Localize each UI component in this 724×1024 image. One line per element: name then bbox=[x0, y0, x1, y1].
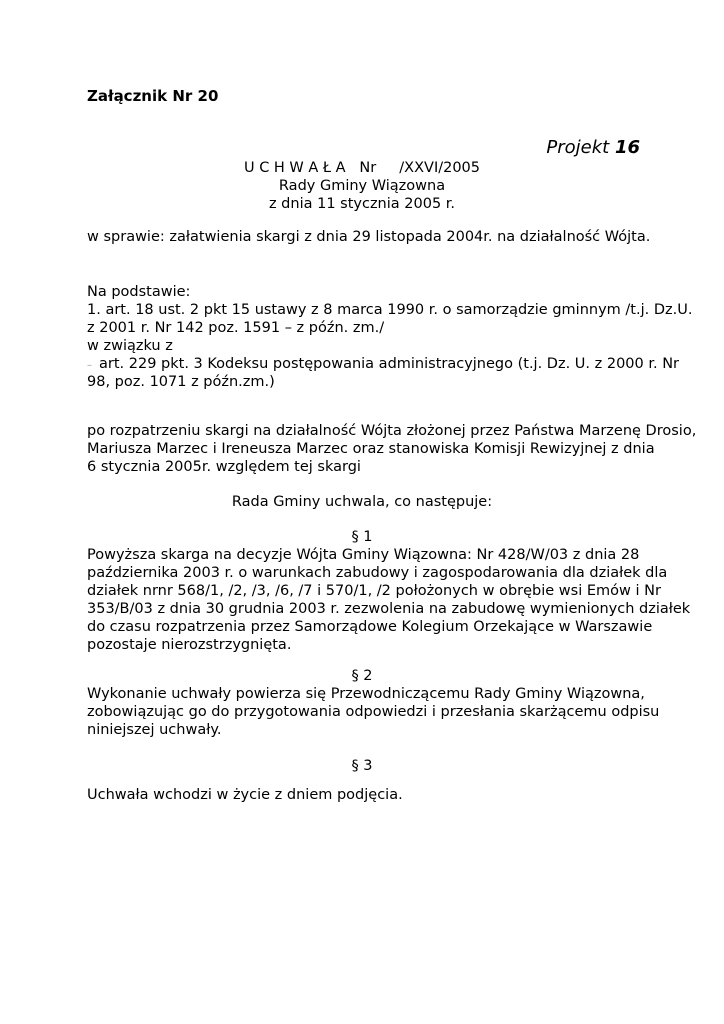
basis-intro: Na podstawie: bbox=[87, 284, 191, 300]
section-1-line-4: 353/B/03 z dnia 30 grudnia 2003 r. zezwolenia na zabudowę wymienionych działek bbox=[87, 601, 691, 617]
basis-item-1-line-1: 1. art. 18 ust. 2 pkt 15 ustawy z 8 marca 1990 r. o samorządzie gminnym /t.j. Dz.U. bbox=[87, 302, 693, 318]
legal-basis bbox=[87, 283, 693, 391]
section-2-heading bbox=[0, 667, 724, 685]
basis-item-2-text: art. 229 pkt. 3 Kodeksu postępowania administracyjnego (t.j. Dz. U. z 2000 r. Nr bbox=[99, 356, 680, 372]
resolves-line bbox=[0, 493, 724, 511]
resolution-title bbox=[0, 159, 724, 213]
consideration-line-3: 6 stycznia 2005r. względem tej skargi bbox=[87, 459, 361, 475]
consideration-line-2: Mariusza Marzec i Ireneusza Marzec oraz stanowiska Komisji Rewizyjnej z dnia bbox=[87, 441, 655, 457]
projekt-word: Projekt bbox=[546, 137, 610, 158]
projekt-label bbox=[546, 137, 640, 158]
resolves-text: Rada Gminy uchwala, co następuje: bbox=[231, 494, 493, 510]
projekt-number: 16 bbox=[614, 137, 640, 158]
section-3-line-1: Uchwała wchodzi w życie z dniem podjęcia. bbox=[87, 787, 403, 803]
section-3-heading-text: § 3 bbox=[351, 758, 373, 774]
attachment-label: Załącznik Nr 20 bbox=[87, 87, 219, 105]
section-1-heading-text: § 1 bbox=[351, 529, 373, 545]
section-2-line-3: niniejszej uchwały. bbox=[87, 722, 222, 738]
title-line-3: z dnia 11 stycznia 2005 r. bbox=[268, 196, 456, 212]
subject-line: w sprawie: załatwienia skargi z dnia 29 listopada 2004r. na działalność Wójta. bbox=[87, 229, 651, 245]
basis-item-2-line-1 bbox=[87, 355, 680, 373]
section-1-heading bbox=[0, 528, 724, 546]
basis-connector: w związku z bbox=[87, 338, 173, 354]
section-1-line-1: Powyższa skarga na decyzje Wójta Gminy Wiązowna: Nr 428/W/03 z dnia 28 bbox=[87, 547, 640, 563]
section-1-line-3: działek nrnr 568/1, /2, /3, /6, /7 i 570/1, /2 położonych w obrębie wsi Emów i Nr bbox=[87, 583, 661, 599]
basis-item-1-line-2: z 2001 r. Nr 142 poz. 1591 – z późn. zm./ bbox=[87, 320, 385, 336]
section-2-line-1: Wykonanie uchwały powierza się Przewodniczącemu Rady Gminy Wiązowna, bbox=[87, 686, 645, 702]
consideration-line-1: po rozpatrzeniu skargi na działalność Wójta złożonej przez Państwa Marzenę Drosio, bbox=[87, 423, 697, 439]
section-1-line-6: pozostaje nierozstrzygnięta. bbox=[87, 637, 292, 653]
consideration-paragraph bbox=[87, 422, 697, 476]
title-line-1: U C H W A Ł A Nr /XXVI/2005 bbox=[243, 160, 481, 176]
section-2-line-2: zobowiązując go do przygotowania odpowiedzi i przesłania skarżącemu odpisu bbox=[87, 704, 660, 720]
title-line-2: Rady Gminy Wiązowna bbox=[278, 178, 446, 194]
section-2-heading-text: § 2 bbox=[351, 668, 373, 684]
section-1-line-5: do czasu rozpatrzenia przez Samorządowe Kolegium Orzekające w Warszawie bbox=[87, 619, 653, 635]
section-1-body bbox=[87, 546, 691, 654]
section-2-body bbox=[87, 685, 660, 739]
dash-bullet: – bbox=[87, 360, 92, 371]
basis-item-2-line-2: 98, poz. 1071 z późn.zm.) bbox=[87, 374, 275, 390]
section-1-line-2: października 2003 r. o warunkach zabudowy i zagospodarowania dla działek dla bbox=[87, 565, 668, 581]
section-3-heading bbox=[0, 757, 724, 775]
section-3-body bbox=[87, 786, 638, 804]
